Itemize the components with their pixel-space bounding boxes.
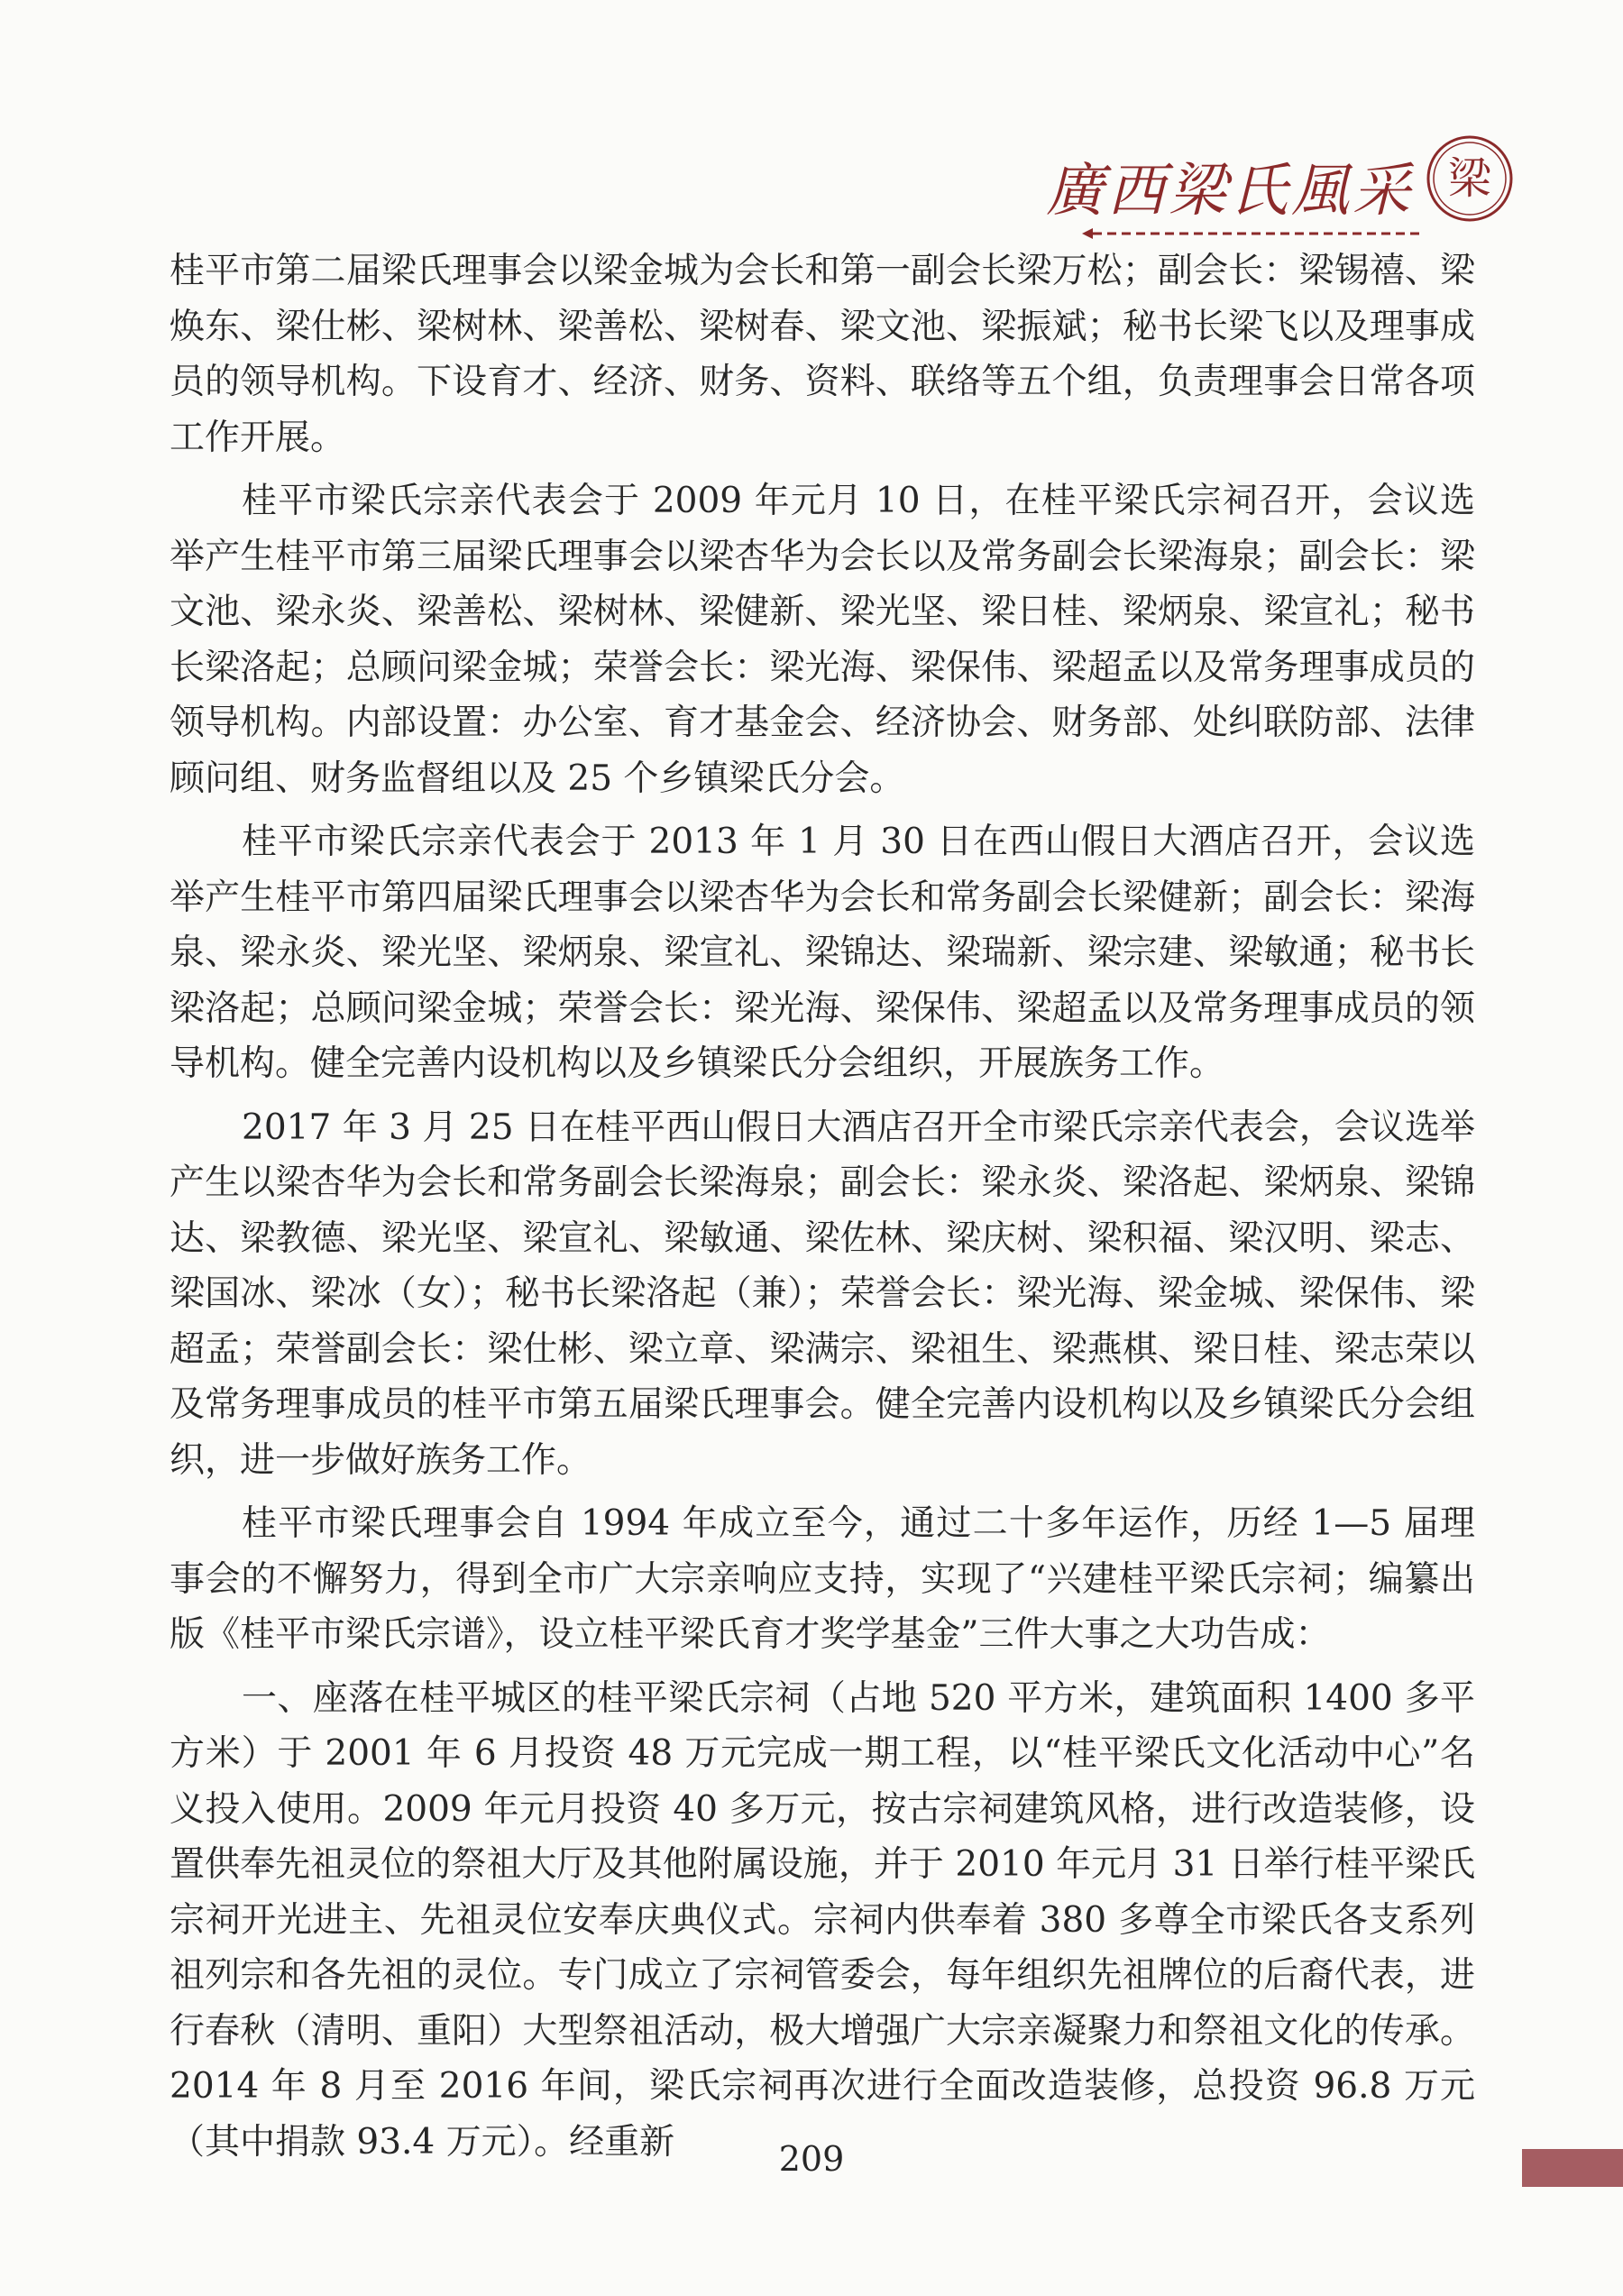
seal-character: 梁 bbox=[1447, 153, 1492, 204]
header-arrow-line bbox=[1082, 227, 1425, 240]
seal-logo-icon bbox=[1425, 133, 1515, 224]
paragraph-5: 桂平市梁氏理事会自 1994 年成立至今，通过二十多年运作，历经 1—5 届理事会的不懈努力，得到全市广大宗亲响应支持，实现了“兴建桂平梁氏宗祠；编纂出版《桂平市梁氏宗谱》，设立桂平梁氏育才奖学基金”三件大事之大功告成： bbox=[170, 1503, 1475, 1655]
page-edge-tab bbox=[1522, 2149, 1623, 2187]
paragraph-1: 桂平市第二届梁氏理事会以梁金城为会长和第一副会长梁万松；副会长：梁锡禧、梁焕东、梁仕彬、梁树林、梁善松、梁树春、梁文池、梁振斌；秘书长梁飞以及理事成员的领导机构。下设育才、经济、财务、资料、联络等五个组，负责理事会日常各项工作开展。 bbox=[170, 251, 1475, 458]
paragraph-3: 桂平市梁氏宗亲代表会于 2013 年 1 月 30 日在西山假日大酒店召开，会议选举产生桂平市第四届梁氏理事会以梁杏华为会长和常务副会长梁健新；副会长：梁海泉、梁永炎、梁光坚、梁炳泉、梁宣礼、梁锦达、梁瑞新、梁宗建、梁敏通；秘书长梁洛起；总顾问梁金城；荣誉会长：梁光海、梁保伟、梁超孟以及常务理事成员的领导机构。健全完善内设机构以及乡镇梁氏分会组织，开展族务工作。 bbox=[170, 822, 1475, 1084]
page-number: 209 bbox=[778, 2139, 845, 2179]
header-title: 廣西梁氏風采 bbox=[1046, 158, 1414, 225]
paragraph-4: 2017 年 3 月 25 日在桂平西山假日大酒店召开全市梁氏宗亲代表会，会议选举产生以梁杏华为会长和常务副会长梁海泉；副会长：梁永炎、梁洛起、梁炳泉、梁锦达、梁教德、梁光坚、梁宣礼、梁敏通、梁佐林、梁庆树、梁积福、梁汉明、梁志、梁国冰、梁冰（女）；秘书长梁洛起（兼）；荣誉会长：梁光海、梁金城、梁保伟、梁超孟；荣誉副会长：梁仕彬、梁立章、梁满宗、梁祖生、梁燕棋、梁日桂、梁志荣以及常务理事成员的桂平市第五届梁氏理事会。健全完善内设机构以及乡镇梁氏分会组织，进一步做好族务工作。 bbox=[170, 1107, 1475, 1481]
page-body bbox=[170, 243, 1475, 2178]
paragraph-2: 桂平市梁氏宗亲代表会于 2009 年元月 10 日，在桂平梁氏宗祠召开，会议选举产生桂平市第三届梁氏理事会以梁杏华为会长以及常务副会长梁海泉；副会长：梁文池、梁永炎、梁善松、梁树林、梁健新、梁光坚、梁日桂、梁炳泉、梁宣礼；秘书长梁洛起；总顾问梁金城；荣誉会长：梁光海、梁保伟、梁超孟以及常务理事成员的领导机构。内部设置：办公室、育才基金会、经济协会、财务部、处纠联防部、法律顾问组、财务监督组以及 25 个乡镇梁氏分会。 bbox=[170, 481, 1475, 799]
page-header bbox=[1046, 126, 1515, 253]
paragraph-6: 一、座落在桂平城区的桂平梁氏宗祠（占地 520 平方米，建筑面积 1400 多平方米）于 2001 年 6 月投资 48 万元完成一期工程，以“桂平梁氏文化活动中心”名义投入使用。2009 年元月投资 40 多万元，按古宗祠建筑风格，进行改造装修，设置供奉先祖灵位的祭祖大厅及其他附属设施，并于 2010 年元月 31 日举行桂平梁氏宗祠开光进主、先祖灵位安奉庆典仪式。宗祠内供奉着 380 多尊全市梁氏各支系列祖列宗和各先祖的灵位。专门成立了宗祠管委会，每年组织先祖牌位的后裔代表，进行春秋（清明、重阳）大型祭祖活动，极大增强广大宗亲凝聚力和祭祖文化的传承。2014 年 8 月至 2016 年间，梁氏宗祠再次进行全面改造装修，总投资 96.8 万元（其中捐款 93.4 万元）。经重新 bbox=[170, 1677, 1475, 2163]
